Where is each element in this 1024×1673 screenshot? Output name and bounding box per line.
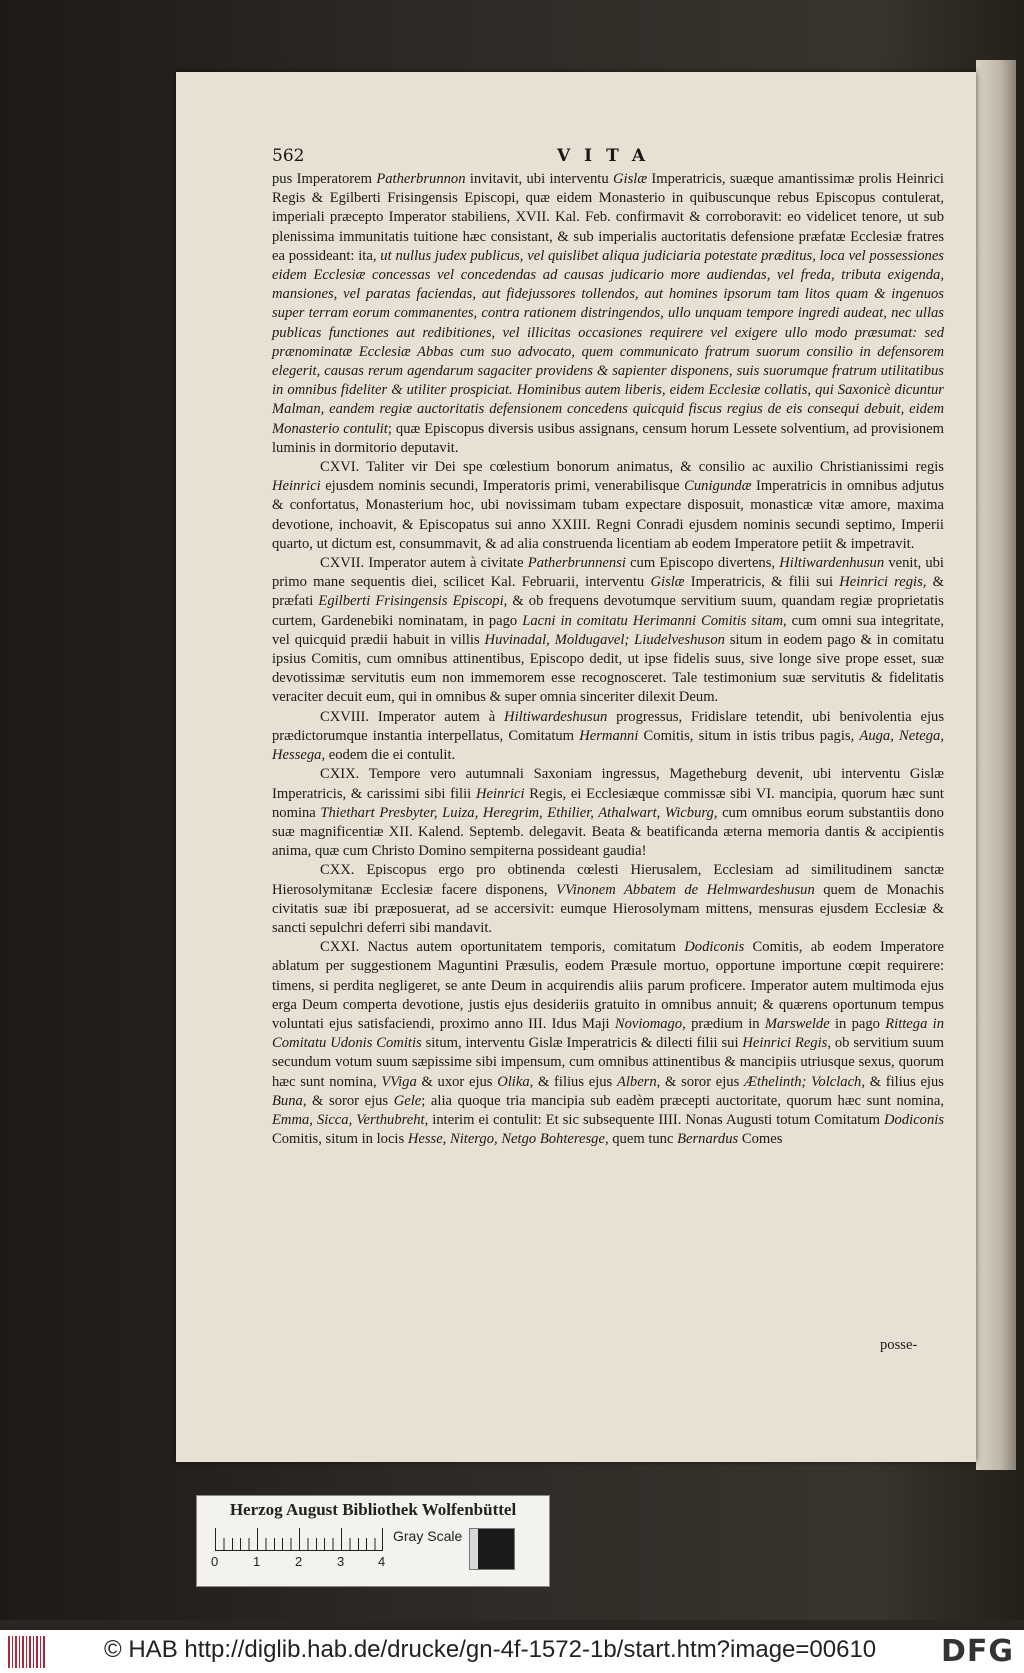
scale-numbers: [211, 1554, 411, 1570]
source-url[interactable]: © HAB http://diglib.hab.de/drucke/gn-4f-1572-1b/start.htm?image=00610: [104, 1636, 877, 1663]
running-head: VITA: [556, 146, 660, 166]
paragraph-cxvi: CXVI. Taliter vir Dei spe cœlestium bonorum animatus, & consilio ac auxilio Christianissimi regis Heinrici ejusdem nominis secundi, Imperatoris primi, venerabilisque Cunigundæ Imperatricis in omnibus adjutus & confortatus, Monasterium hoc, ubi novissimam tubam expectare disposuit, monasticæ vitæ amore, maxima devotione, inchoavit, & Episcopatus sui anno XXIII. Regni Conradi ejusdem nominis secundi septimo, Imperii quarto, ut dictum est, consummavit, & ad alia construenda licentiam ab eodem Imperatore petiit & impetravit.: [272, 459, 945, 552]
ruler-major-tick: [257, 1528, 258, 1550]
paragraph-cxviii: CXVIII. Imperator autem à Hiltiwardeshusun progressus, Fridislare tetendit, ubi benivolentia ejus prædictorumque instantia interpellatus, Comitatum Hermanni Comitis, situm in istis tribus pagis, Auga, Netega, Hessega, eodem die ei contulit.: [272, 708, 945, 764]
scale-tick-label: 2: [295, 1554, 303, 1569]
page-number: 562: [272, 146, 305, 166]
catchword: posse-: [880, 1337, 918, 1353]
paragraph-cxix: CXIX. Tempore vero autumnali Saxoniam ingressus, Magetheburg devenit, ubi interventu Gislæ Imperatricis, & carissimi sibi filii Heinrici Regis, ei Ecclesiæque commissæ sibi VI. mancipia, quorum hæc sunt nomina Thiethart Presbyter, Luiza, Heregrim, Ethilier, Athalwart, Wicburg, cum omnibus eorum substantiis dono suæ magnificentiæ XII. Kalend. Septemb. delegavit. Beata & beatificanda æterna memoria dantis & accipientis anima, quæ cum Christo Domino sempiterna possideant gaudia!: [272, 766, 944, 860]
scale-ruler: [215, 1528, 383, 1551]
next-page-edge: [976, 60, 1016, 1470]
color-scale-card: [196, 1495, 550, 1587]
ruler-major-tick: [299, 1528, 300, 1550]
gray-scale-label: Gray Scale: [393, 1528, 463, 1544]
hab-logo-icon: [8, 1636, 46, 1668]
scale-tick-label: 1: [253, 1554, 261, 1569]
dfg-logo: DFG: [940, 1634, 1014, 1669]
library-name: Herzog August Bibliothek Wolfenbüttel: [229, 1500, 517, 1519]
scale-tick-label: 0: [211, 1554, 219, 1569]
scale-tick-label: 3: [337, 1554, 345, 1569]
page-header: [272, 146, 944, 168]
gray-scale-patch: [469, 1528, 515, 1570]
paragraph-cxxi: CXXI. Nactus autem oportunitatem temporis, comitatum Dodiconis Comitis, ab eodem Imperatore ablatum per suggestionem Maguntini Præsulis, eodem Præsule mortuo, opportune importune cœpit requirere: timens, si perdita negligeret, se ante Deum in acquirendis aliis parum proficere. Imperator autem multimoda ejus erga Deum comperta devotione, justis ejus desideriis gratuito in omnibus annuit; & quærens oportunum tempus voluntati ejus satisfaciendi, proximo anno III. Idus Maji Noviomago, prædium in Marswelde in pago Rittega in Comitatu Udonis Comitis situm, interventu Gislæ Imperatricis & dilecti filii sui Heinrici Regis, ob servitium suum secundum votum suum sæpissime sibi impensum, cum omnibus attinentibus & mancipiis utriusque sexus, quorum hæc sunt nomina, VViga & uxor ejus Olika, & filius ejus Albern, & soror ejus Æthelinth; Volclach, & filius ejus Buna, & soror ejus Gele; alia quoque tria mancipia sub eadèm præcepti auctoritate, quorum hæc sunt nomina, Emma, Sicca, Verthubreht, interim ei contulit: Et sic subsequente IIII. Nonas Augusti totum Comitatum Dodiconis Comitis, situm in locis Hesse, Nitergo, Netgo Bohteresge, quem tunc Bernardus Comes: [272, 939, 944, 1148]
ruler-major-tick: [215, 1528, 216, 1550]
ruler-major-tick: [341, 1528, 342, 1550]
footer-bar: [0, 1630, 1024, 1673]
paragraph-1: pus Imperatorem Patherbrunnon invitavit, ubi interventu Gislæ Imperatricis, suæque amantissimæ prolis Heinrici Regis & Egilberti Frisingensis Episcopi, quæ eidem Monasterio in quibuscunque rebus Episcopus contulerat, imperiali præcepto Imperator stabiliens, XVII. Kal. Feb. confirmavit & corroboravit: eo videlicet tenore, ut sub plenissima immunitatis tuitione hæc consistant, & sub imperialis auctoritatis defensione præfatæ Ecclesiæ fratres ea possideant: ita, ut nullus judex publicus, vel quislibet aliqua judiciaria potestate præditus, loca vel possessiones eidem Ecclesiæ concessas vel concedendas ad causas judicario more audiendas, vel freda, tributa exigenda, mansiones, vel paratas faciendas, aut fidejussores tollendos, aut homines ipsorum tam litos quam & ingenuos super terram eorum commanentes, contra rationem distringendos, ullo unquam tempore ingredi audeat, nec ullas publicas functiones aut redibitiones, vel illicitas occasiones requirere vel exigere ullo modo præsumat: sed prænominatæ Ecclesiæ Abbas cum suo advocato, quem communicato fratrum suorum consilio in defensorem elegerit, causas rerum agendarum sagaciter providens & sapienter disponens, suis suorumque fratrum utilitatibus in omnibus fideliter & utiliter prospiciat. Hominibus autem liberis, eidem Ecclesiæ collatis, qui Saxonicè dicuntur Malman, eandem regiæ auctoritatis defensionem concedens quicquid fiscus regius de eis consequi debuit, eidem Monasterio contulit; quæ Episcopus diversis usibus assignans, censum horum Lessete solventium, ad provisionem luminis in dormitorio deputavit.: [272, 171, 944, 456]
page-text: [272, 170, 944, 1149]
ruler-major-tick: [382, 1528, 383, 1550]
paragraph-cxx: CXX. Episcopus ergo pro obtinenda cœlesti Hierusalem, Ecclesiam ad similitudinem sanctæ Hierosolymitanæ Ecclesiæ facere disponens, VVinonem Abbatem de Helmwardeshusun quem de Monachis civitatis suæ ibi præposuerat, ad se accersivit: eumque Hierosolymam mittens, mensuras ejusdem Ecclesiæ & sancti sepulchri deferri sibi mandavit.: [272, 862, 945, 936]
paragraph-cxvii: CXVII. Imperator autem à civitate Patherbrunnensi cum Episcopo divertens, Hiltiwardenhusun venit, ubi primo mane sequentis diei, scilicet Kal. Februarii, interventu Gislæ Imperatricis, & filii sui Heinrici regis, & præfati Egilberti Frisingensis Episcopi, & ob frequens devotumque servitium suum, quandam regiæ proprietatis curtem, Gardenebiki nominatam, in pago Lacni in comitatu Herimanni Comitis sitam, cum omni sua integritate, vel quicquid prædii habuit in villis Huvinadal, Moldugavel; Liudelveshuson situm in eodem pago & in comitatu ipsius Comitis, cum omnibus attinentibus, Episcopo dedit, ut ipse fidelis suus, sive longe sive prope esset, suæ devotissimæ servitutis eum non immemorem esse recognosceret. Tale testimonium suæ servitutis & fidelitatis veraciter decuit eum, qui in omnibus & super omnia sinceriter dilexit Deum.: [272, 555, 945, 706]
scale-tick-label: 4: [378, 1554, 386, 1569]
